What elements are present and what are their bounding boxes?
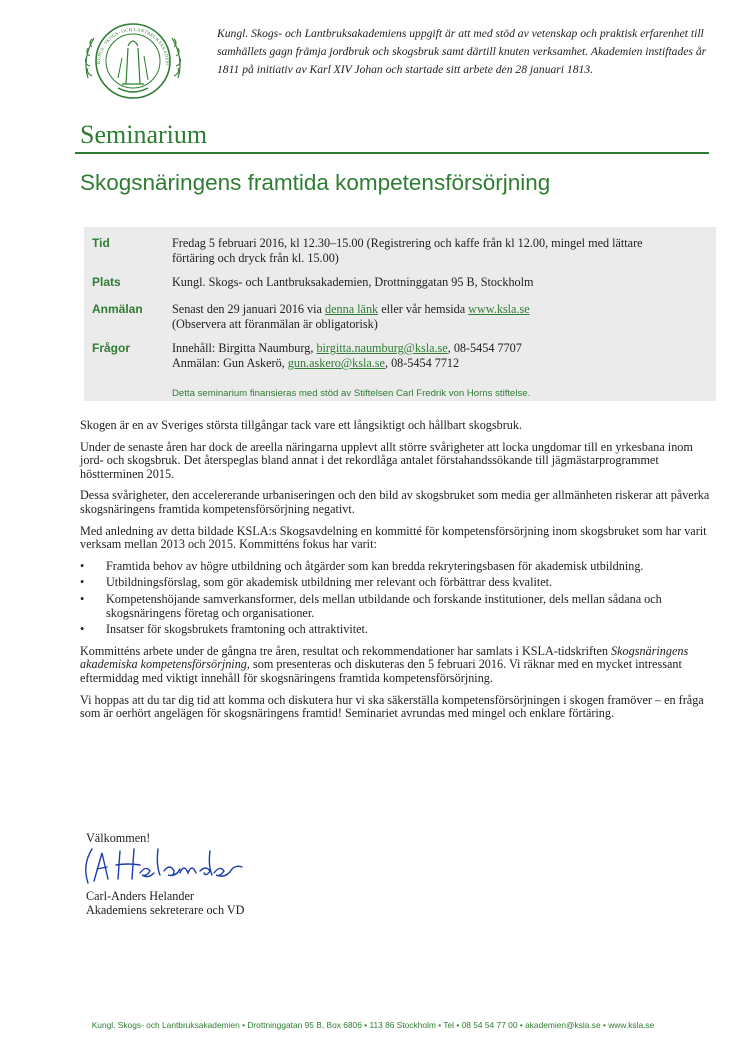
paragraph-1: Skogen är en av Sveriges största tillgångar tack vare ett långsiktigt och hållbart skogsbruk. [80, 418, 523, 432]
signatory-name: Carl-Anders Helander [86, 889, 194, 903]
list-item: • Insatser för skogsbrukets framtoning och attraktivitet. [80, 623, 710, 637]
anmalan-note: (Observera att föranmälan är obligatorisk) [172, 317, 378, 331]
ksla-seal-logo [78, 18, 188, 104]
list-item: • Kompetenshöjande samverkansformer, dels mellan utbildande och forskande institutioner, dels mellan sådana och skogsnäringens företag och organisationer. [80, 593, 710, 620]
anmalan-text: Senast den 29 januari 2016 via [172, 302, 325, 316]
seal-text: KUNGL. SKOGS- OCH LANTBRUKSAKADEM [95, 26, 171, 66]
academy-intro: Kungl. Skogs- och Lantbruksakademiens uppgift är att med stöd av vetenskap och praktisk erfarenhet till samhällets gagn främja jordbruk och skogsbruk samt därtill knuten verksamhet. Akademien instiftades år 1811 på initiativ av Karl XIV Johan och startade sitt arbete den 28 januari 1813. [217, 27, 707, 76]
list-item: • Utbildningsförslag, som gör akademisk utbildning mer relevant och förbättrar dess kvalitet. [80, 576, 710, 590]
registration-link[interactable]: denna länk [325, 302, 379, 316]
registration-contact-email[interactable]: gun.askero@ksla.se [287, 356, 385, 370]
body-text [80, 419, 710, 729]
list-item: • Framtida behov av högre utbildning och åtgärder som kan bredda rekryteringsbasen för akademisk utbildning. [80, 560, 710, 574]
fragor-registration-text: Anmälan: Gun Askerö, [172, 356, 288, 370]
signatory-role: Akademiens sekreterare och VD [86, 903, 245, 917]
funding-note: Detta seminarium finansieras med stöd av Stiftelsen Carl Fredrik von Horns stiftelse. [172, 388, 531, 399]
plats-label: Plats [92, 275, 121, 289]
footer-contact: Kungl. Skogs- och Lantbruksakademien • Drottninggatan 95 B, Box 6806 • 113 86 Stockholm • Tel • 08 54 54 77 00 • akademien@ksla.se • www.ksla.se [91, 1020, 655, 1030]
tid-line-2: förtäring och dryck från kl. 15.00) [172, 251, 339, 265]
greeting: Välkommen! [86, 831, 151, 845]
tid-label: Tid [92, 236, 110, 250]
fragor-value [172, 341, 712, 371]
content-contact-email[interactable]: birgitta.naumburg@ksla.se [316, 341, 448, 355]
paragraph-5: Kommitténs arbete under de gångna tre åren, resultat och rekommendationer har samlats i KSLA-tidskriften Skogsnäringens akademiska kompetensförsörjning, som presenteras och diskuteras den 5 februari 2016. Vi räknar med en mycket intressant eftermiddag med viktigt innehåll för skogsnäringens framtida kompetensförsörjning. [80, 643, 689, 685]
paragraph-3: Dessa svårigheter, den accelererande urbaniseringen och den bild av skogsbruket som media ger allmänheten riskerar att påverka skogsnäringens framtida kompetensförsörjning negativt. [80, 488, 710, 516]
fragor-content-phone: , 08-5454 7707 [447, 341, 522, 355]
anmalan-label: Anmälan [92, 302, 143, 316]
seminar-title: Skogsnäringens framtida kompetensförsörjning [80, 170, 551, 195]
handwritten-signature [80, 843, 250, 889]
fragor-content-text: Innehåll: Birgitta Naumburg, [172, 341, 317, 355]
paragraph-2: Under de senaste åren har dock de areella näringarna upplevt allt större svårigheter att locka ungdomar till en yrkesbana inom jord- och skogsbruk. Det återspeglas bland annat i det rekordlåga antalet förstahandssökande till jägmästarprogrammet höstterminen 2015. [80, 439, 693, 481]
anmalan-value [172, 302, 712, 332]
tid-line-1: Fredag 5 februari 2016, kl 12.30–15.00 (Registrering och kaffe från kl 12.00, mingel med lättare [172, 236, 643, 250]
paragraph-4: Med anledning av detta bildade KSLA:s Skogsavdelning en kommitté för kompetensförsörjning inom skogsbruket som har varit verksam mellan 2013 och 2015. Kommitténs fokus har varit: [80, 523, 707, 552]
tid-value [172, 236, 712, 266]
signatory [86, 889, 245, 917]
anmalan-text-mid: eller vår hemsida [378, 302, 469, 316]
seminar-kind: Seminarium [80, 120, 208, 149]
fragor-registration-phone: , 08-5454 7712 [384, 356, 460, 370]
paragraph-6: Vi hoppas att du tar dig tid att komma och diskutera hur vi ska säkerställa kompetensförsörjningen i skogen framöver – en fråga som är oerhört angelägen för skogsnäringens framtid! Seminariet avrundas med mingel och enklare förtäring. [80, 692, 704, 721]
event-info-box [84, 227, 716, 401]
fragor-label: Frågor [92, 341, 131, 355]
plats-value: Kungl. Skogs- och Lantbruksakademien, Drottninggatan 95 B, Stockholm [172, 275, 534, 289]
publication-title: Skogsnäringens akademiska kompetensförsörjning [80, 643, 689, 672]
website-link[interactable]: www.ksla.se [468, 302, 530, 316]
heading-divider [75, 152, 709, 154]
focus-list [80, 560, 710, 637]
